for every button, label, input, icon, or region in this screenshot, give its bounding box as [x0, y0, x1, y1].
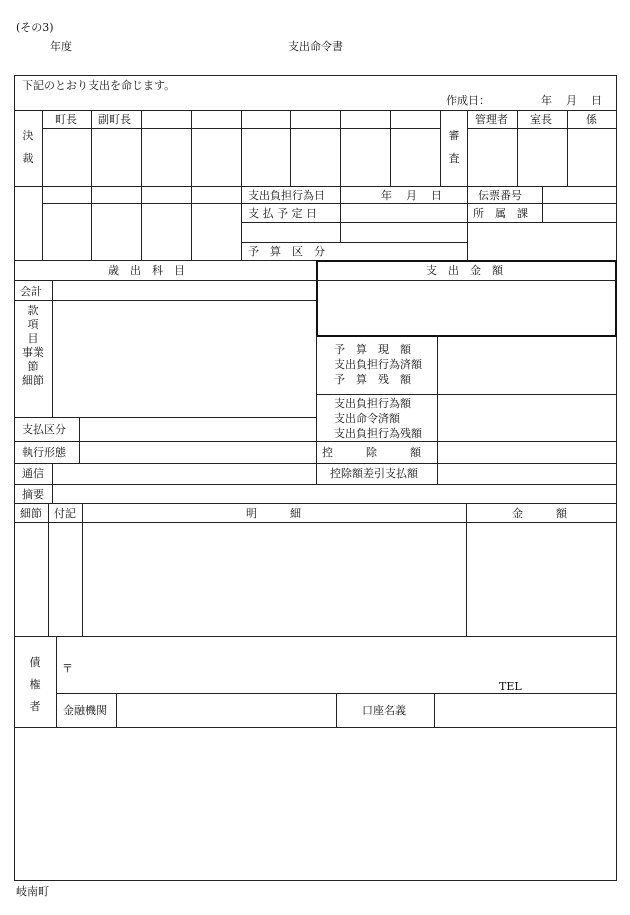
net-payment-label: 控除額差引支払額: [330, 467, 418, 480]
account-name-label: 口座名義: [362, 704, 406, 717]
order-lines: 支出負担行為額 支出命令済額 支出負担行為残額: [334, 397, 422, 440]
detail-bottom: [14, 636, 616, 637]
creditor-label: 債 権 者: [29, 656, 41, 713]
postal-mark: 〒: [62, 662, 73, 675]
vline-116: [116, 693, 117, 727]
expense-subject-heading: 歳 出 科 目: [108, 264, 185, 277]
payment-class-label: 支払区分: [22, 423, 66, 436]
vline-542: [542, 186, 543, 222]
account-line: [14, 300, 316, 301]
staff-label: 係: [586, 113, 597, 126]
row-line-242: [241, 242, 467, 243]
frame-right: [616, 75, 617, 881]
category-labels: 款 項 目 事業 節 細節: [22, 304, 44, 387]
manager-label: 管理者: [475, 113, 508, 126]
bank-label: 金融機関: [63, 704, 107, 717]
amount-header: 金 額: [512, 507, 567, 520]
payment-date-label: 支 払 予 定 日: [248, 207, 317, 220]
burden-date-year: 年: [381, 189, 392, 202]
budget-lines: 予 算 現 額 支出負担行為済額 予 算 残 額: [334, 343, 422, 386]
summary-label: 摘要: [22, 488, 44, 501]
instruction-text: 下記のとおり支出を命じます。: [22, 79, 176, 92]
summary-top: [14, 484, 616, 485]
amount-header-line: [316, 280, 616, 281]
vline-91: [91, 110, 92, 260]
vline-141: [141, 110, 142, 260]
vline-517: [517, 110, 518, 186]
vline-567: [567, 110, 568, 186]
vline-79: [79, 417, 80, 463]
vline-316: [316, 335, 317, 484]
created-day: 日: [591, 94, 602, 107]
row-line-203-right: [241, 203, 616, 204]
subsection-header: 細節: [20, 507, 42, 520]
amount-box-bottom: [316, 335, 617, 337]
burden-act-date-label: 支出負担行為日: [248, 189, 325, 202]
expense-header-line: [14, 280, 316, 281]
detail-header-line: [14, 522, 616, 523]
note-header: 付記: [54, 507, 76, 520]
chief-label: 室長: [530, 113, 552, 126]
approval-header-line-right: [467, 128, 616, 129]
created-year: 年: [541, 94, 552, 107]
series-label: (その3): [16, 21, 54, 34]
approval-top: [14, 110, 616, 111]
vline-467: [467, 110, 468, 260]
vline-82: [82, 503, 83, 636]
creditor-bottom: [14, 727, 616, 728]
row-line-203-left: [42, 203, 241, 204]
created-date-label: 作成日：: [446, 94, 490, 107]
vline-191: [191, 110, 192, 260]
description-header: 明 細: [246, 507, 301, 520]
deduction-bottom: [14, 463, 616, 464]
town-name: 岐南町: [16, 885, 49, 898]
amount-box-right: [615, 260, 617, 337]
frame-top: [14, 75, 616, 76]
vline-434: [434, 693, 435, 727]
mayor-label: 町長: [55, 113, 77, 126]
deputy-mayor-label: 副町長: [98, 113, 131, 126]
communication-label: 通信: [22, 467, 44, 480]
amount-box-top: [316, 260, 617, 262]
budget-row-line: [316, 394, 616, 395]
vline-48: [48, 503, 49, 636]
burden-date-month: 月: [406, 189, 417, 202]
detail-top: [14, 503, 616, 504]
payment-class-top: [14, 417, 316, 418]
row-line-222: [241, 222, 616, 223]
burden-date-day: 日: [431, 189, 442, 202]
shinsa-label: 審 査: [448, 129, 460, 165]
kessai-label: 決 裁: [22, 129, 34, 165]
vline-440: [440, 110, 441, 186]
vline-336: [336, 693, 337, 727]
vline-52: [52, 280, 53, 417]
vline-241: [241, 110, 242, 260]
vline-290: [290, 110, 291, 186]
form-title: 支出命令書: [288, 40, 343, 53]
tel-label: TEL: [499, 680, 522, 693]
frame-left: [14, 75, 15, 881]
budget-class-label: 予 算 区 分: [248, 245, 325, 258]
expense-amount-heading: 支 出 金 額: [426, 264, 503, 277]
deduction-label: 控 除 額: [322, 446, 421, 459]
frame-bottom: [14, 880, 617, 881]
amount-box-left: [316, 260, 318, 337]
vline-52b: [52, 463, 53, 503]
vline-466: [466, 503, 467, 636]
fiscal-year-label: 年度: [50, 40, 72, 53]
execution-form-label: 執行形態: [22, 446, 66, 459]
approval-bottom: [14, 186, 616, 187]
created-month: 月: [566, 94, 577, 107]
deduction-top: [14, 441, 616, 442]
vline-390: [390, 110, 391, 186]
voucher-number-label: 伝票番号: [478, 189, 522, 202]
department-label: 所 属 課: [473, 207, 528, 220]
vline-56: [56, 636, 57, 727]
account-label: 会計: [20, 285, 42, 298]
vline-437: [437, 335, 438, 484]
vline-42: [42, 110, 43, 260]
